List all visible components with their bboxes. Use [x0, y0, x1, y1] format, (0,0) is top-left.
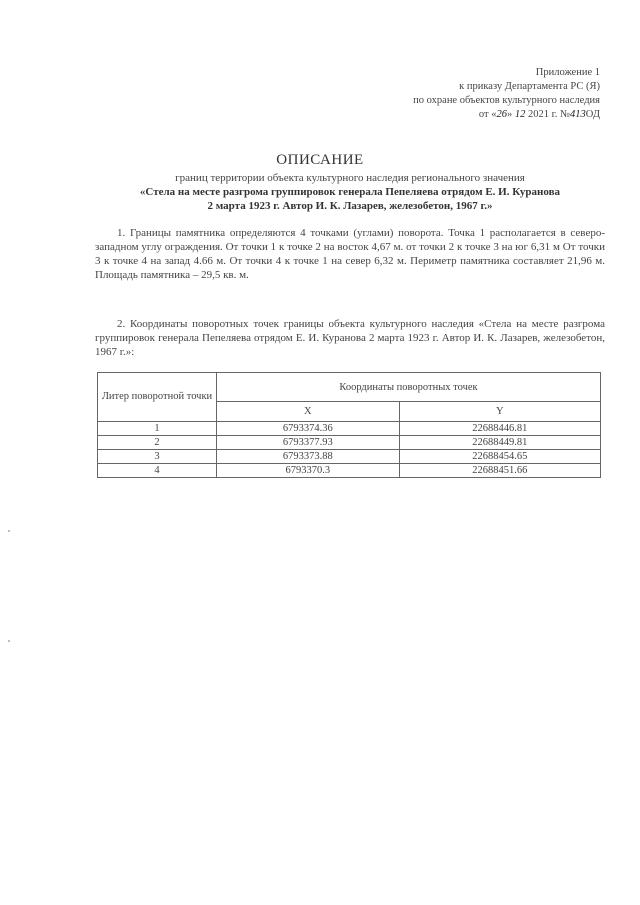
date-month: 12 [514, 109, 526, 120]
appendix-line-2: к приказу Департамента РС (Я) [459, 81, 600, 92]
header-x: X [217, 402, 400, 422]
row-liter: 3 [98, 450, 217, 464]
object-name [90, 185, 610, 213]
row-x: 6793373.88 [217, 450, 400, 464]
scan-speck [8, 640, 10, 642]
paragraph-coordinates-text: 2. Координаты поворотных точек границы объекта культурного наследия «Стела на месте разгрома группировок генерала Пепеляева отрядом Е. И. Куранова 2 марта 1923 г. Автор И. К. Лазарев, железобетон, 1967 г.»: [95, 318, 605, 358]
row-liter: 1 [98, 422, 217, 436]
document-title: ОПИСАНИЕ [276, 152, 364, 168]
table-header-row [98, 373, 601, 402]
row-x: 6793377.93 [217, 436, 400, 450]
document-subtitle: границ территории объекта культурного наследия регионального значения [175, 172, 525, 184]
paragraph-coordinates [95, 317, 605, 359]
order-suffix: ОД [585, 109, 600, 120]
row-liter: 4 [98, 464, 217, 478]
date-prefix: от « [478, 109, 497, 120]
row-x: 6793374.36 [217, 422, 400, 436]
coordinates-table [97, 372, 601, 478]
paragraph-boundaries [95, 226, 605, 282]
date-separator: » [507, 109, 515, 120]
appendix-date-line [370, 108, 600, 122]
appendix-line-1: Приложение 1 [535, 67, 600, 78]
date-year: 2021 г. № [525, 109, 571, 120]
date-day: 26 [496, 109, 507, 120]
header-y: Y [399, 402, 600, 422]
object-name-line-1: «Стела на месте разгрома группировок генерала Пепеляева отрядом Е. И. Куранова [139, 186, 561, 198]
object-name-line-2: 2 марта 1923 г. Автор И. К. Лазарев, железобетон, 1967 г.» [207, 200, 493, 212]
header-liter: Литер поворотной точки [98, 373, 217, 422]
row-y: 22688449.81 [399, 436, 600, 450]
appendix-header [370, 66, 600, 122]
row-y: 22688454.65 [399, 450, 600, 464]
header-coordinates: Координаты поворотных точек [217, 373, 601, 402]
row-x: 6793370.3 [217, 464, 400, 478]
table-row [98, 464, 601, 478]
row-y: 22688451.66 [399, 464, 600, 478]
table-row [98, 422, 601, 436]
paragraph-boundaries-text: 1. Границы памятника определяются 4 точками (углами) поворота. Точка 1 располагается в северо-западном углу ограждения. От точки 1 к точке 2 на восток 4,67 м. от точки 2 к точке 3 на юг 6,31 м От точки 3 к точке 4 на запад 4.66 м. От точки 4 к точке 1 на север 6,32 м. Периметр памятника составляет 21,96 м. Площадь памятника – 29,5 кв. м. [95, 227, 605, 281]
row-y: 22688446.81 [399, 422, 600, 436]
row-liter: 2 [98, 436, 217, 450]
table-row [98, 436, 601, 450]
order-number: 413 [570, 109, 586, 120]
appendix-line-3: по охране объектов культурного наследия [413, 95, 600, 106]
table-row [98, 450, 601, 464]
scan-speck [8, 530, 10, 532]
